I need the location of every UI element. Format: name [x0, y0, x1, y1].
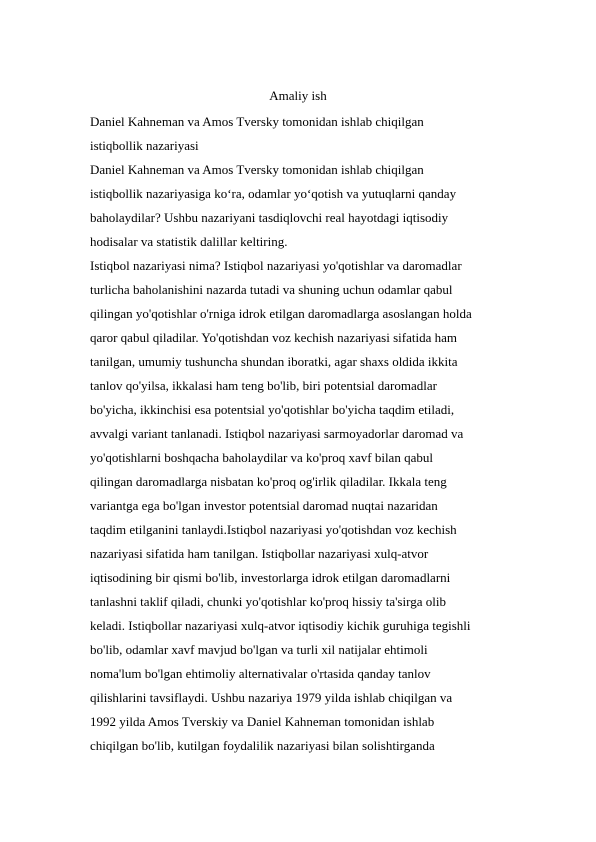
body-line: qilingan daromadlarga nisbatan ko'proq og'irlik qiladilar. Ikkala teng [90, 474, 447, 489]
body-line: taqdim etilganini tanlaydi.Istiqbol nazariyasi yo'qotishdan voz kechish [90, 522, 457, 537]
body-line: hodisalar va statistik dalillar keltiring. [90, 234, 288, 249]
body-line: tanilgan, umumiy tushuncha shundan iboratki, agar shaxs oldida ikkita [90, 354, 458, 369]
body-line: qilishlarini tavsiflaydi. Ushbu nazariya 1979 yilda ishlab chiqilgan va [90, 690, 453, 705]
body-line: iqtisodining bir qismi bo'lib, investorlarga idrok etilgan daromadlarni [90, 570, 451, 585]
body-line: qaror qabul qiladilar. Yo'qotishdan voz kechish nazariyasi sifatida ham [90, 330, 457, 345]
body-line: Istiqbol nazariyasi nima? Istiqbol nazariyasi yo'qotishlar va daromadlar [90, 258, 462, 273]
body-line: Daniel Kahneman va Amos Tversky tomonidan ishlab chiqilgan [90, 114, 424, 129]
body-line: turlicha baholanishini nazarda tutadi va shuning uchun odamlar qabul [90, 282, 453, 297]
document-title: Amaliy ish [269, 88, 327, 103]
body-line: tanlashni taklif qiladi, chunki yo'qotishlar ko'proq hissiy ta'sirga olib [90, 594, 446, 609]
body-line: bo'yicha, ikkinchisi esa potentsial yo'qotishlar bo'yicha taqdim etiladi, [90, 402, 455, 417]
body-line: noma'lum bo'lgan ehtimoliy alternativalar o'rtasida qanday tanlov [90, 666, 431, 681]
body-line: qilingan yo'qotishlar o'rniga idrok etilgan daromadlarga asoslangan holda [90, 306, 472, 321]
body-line: avvalgi variant tanlanadi. Istiqbol nazariyasi sarmoyadorlar daromad va [90, 426, 464, 441]
body-line: Daniel Kahneman va Amos Tversky tomonidan ishlab chiqilgan [90, 162, 424, 177]
body-line: istiqbollik nazariyasi [90, 138, 199, 153]
body-line: chiqilgan bo'lib, kutilgan foydalilik nazariyasi bilan solishtirganda [90, 738, 435, 753]
body-line: nazariyasi sifatida ham tanilgan. Istiqbollar nazariyasi xulq-atvor [90, 546, 429, 561]
body-line: yo'qotishlarni boshqacha baholaydilar va ko'proq xavf bilan qabul [90, 450, 433, 465]
body-line: istiqbollik nazariyasiga ko‘ra, odamlar yo‘qotish va yutuqlarni qanday [90, 186, 457, 201]
body-line: 1992 yilda Amos Tverskiy va Daniel Kahneman tomonidan ishlab [90, 714, 435, 729]
body-line: keladi. Istiqbollar nazariyasi xulq-atvor iqtisodiy kichik guruhiga tegishli [90, 618, 471, 633]
body-line: bo'lib, odamlar xavf mavjud bo'lgan va turli xil natijalar ehtimoli [90, 642, 428, 657]
body-line: baholaydilar? Ushbu nazariyani tasdiqlovchi real hayotdagi iqtisodiy [90, 210, 449, 225]
document-body [90, 110, 520, 758]
body-line: tanlov qo'yilsa, ikkalasi ham teng bo'lib, biri potentsial daromadlar [90, 378, 437, 393]
body-line: variantga ega bo'lgan investor potentsial daromad nuqtai nazaridan [90, 498, 438, 513]
